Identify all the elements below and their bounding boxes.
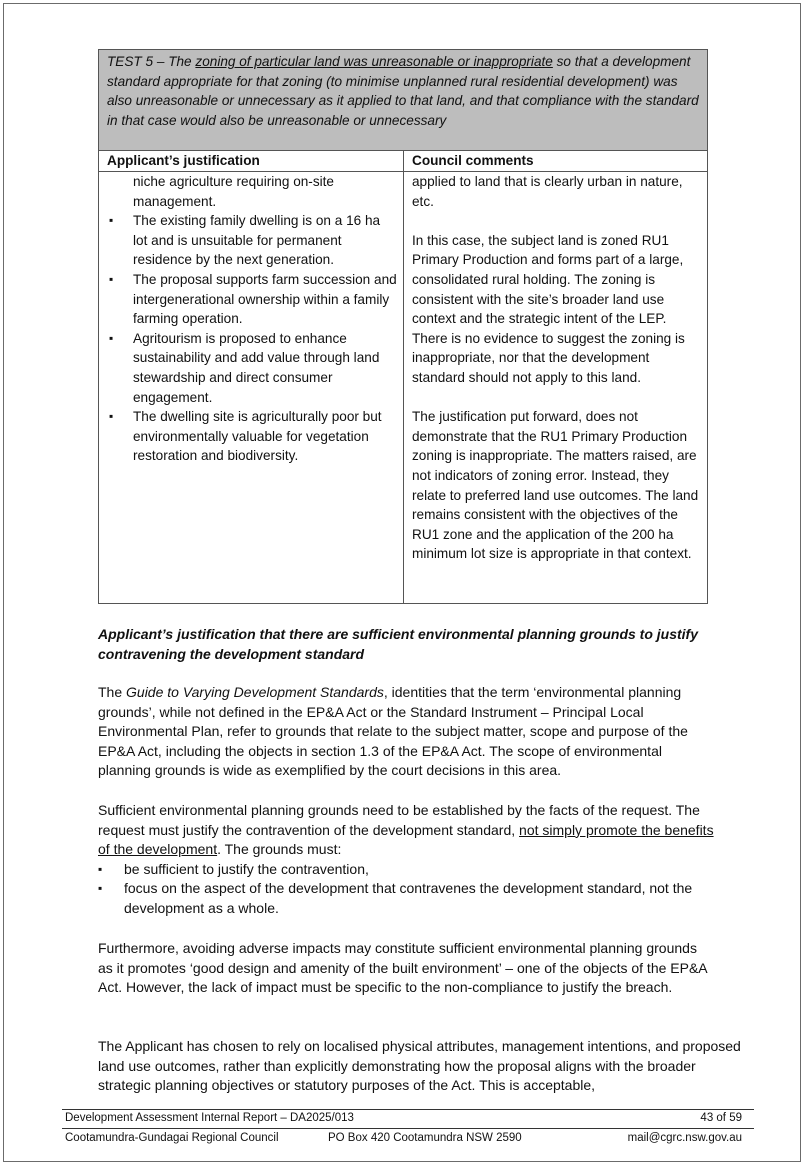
council-paragraph: applied to land that is clearly urban in nature, etc. bbox=[412, 174, 683, 209]
section-heading: Applicant’s justification that there are sufficient environmental planning grounds to justify contravening the development standard bbox=[98, 626, 698, 662]
para1-post: , identities that the term ‘environmental planning grounds’, while not defined in the EP&A Act or the Standard Instrument – Principal Local Environmental Plan, refer to grounds that relate to the subject matter, scope and purpose of the EP&A Act, including the objects in section 1.3 of the EP&A Act. The scope of environmental planning grounds is wide as exemplified by the court decisions in this area. bbox=[98, 684, 688, 779]
paragraph-grounds bbox=[98, 801, 720, 919]
applicant-cell bbox=[99, 172, 404, 603]
footer-page-number: 43 of 59 bbox=[700, 1112, 742, 1124]
test-header-rest: so that a development standard appropriate for that zoning (to minimise unplanned rural residential development) was also unreasonable or unnecessary as it applied to that land, and that compliance with the standard in that case would also be unreasonable or unnecessary bbox=[107, 54, 699, 128]
paragraph-guide bbox=[98, 683, 718, 781]
list-item: ▪ The dwelling site is agriculturally poor but environmentally valuable for vegetation restoration and biodiversity. bbox=[107, 407, 397, 466]
list-item: ▪ The existing family dwelling is on a 16 ha lot and is unsuitable for permanent residence by the next generation. bbox=[107, 211, 397, 270]
footer-email: mail@cgrc.nsw.gov.au bbox=[627, 1132, 742, 1144]
footer-report-title: Development Assessment Internal Report – DA2025/013 bbox=[65, 1112, 354, 1124]
para2-post: . The grounds must: bbox=[217, 841, 342, 858]
test-header-prefix: TEST 5 – The bbox=[107, 54, 196, 69]
applicant-continuation: niche agriculture requiring on-site management. bbox=[133, 174, 334, 209]
grounds-bullets bbox=[98, 860, 720, 919]
footer-divider bbox=[62, 1128, 754, 1129]
guide-title: Guide to Varying Development Standards bbox=[126, 684, 384, 700]
council-paragraph: The justification put forward, does not demonstrate that the RU1 Primary Production zoning is inappropriate. The matters raised, are not indicators of zoning error. Instead, they relate to preferred land use outcomes. The land remains consistent with the objectives of the RU1 zone and the application of the 200 ha minimum lot size is appropriate in that context. bbox=[412, 409, 699, 562]
table-body bbox=[99, 172, 707, 603]
council-cell bbox=[404, 172, 707, 603]
list-item: ▪ be sufficient to justify the contravention, bbox=[98, 860, 720, 880]
para1-pre: The bbox=[98, 684, 127, 700]
list-item: ▪ The proposal supports farm succession and intergenerational ownership within a family farming operation. bbox=[107, 270, 397, 329]
para2-underlined: not simply promote the benefits of the development bbox=[98, 821, 714, 858]
footer-divider bbox=[62, 1109, 754, 1110]
paragraph-applicant-approach: The Applicant has chosen to rely on localised physical attributes, management intentions, and proposed land use outcomes, rather than explicitly demonstrating how the proposal aligns with the broader strategic planning objectives or statutory purposes of the Act. This is acceptable, bbox=[98, 1038, 741, 1094]
column-headers bbox=[99, 151, 707, 172]
test-header bbox=[99, 50, 707, 151]
column-header-council: Council comments bbox=[412, 153, 534, 168]
footer-council-name: Cootamundra-Gundagai Regional Council bbox=[65, 1132, 279, 1144]
applicant-bullets bbox=[107, 211, 397, 466]
para2-pre: Sufficient environmental planning grounds need to be established by the facts of the request. The request must justify the contravention of the development standard, bbox=[98, 802, 700, 838]
council-paragraph: In this case, the subject land is zoned RU1 Primary Production and forms part of a large, consolidated rural holding. The zoning is consistent with the site’s broader land use context and the strategic intent of the LEP. There is no evidence to suggest the zoning is inappropriate, nor that the development standard should not apply to this land. bbox=[412, 232, 685, 385]
list-item: ▪ Agritourism is proposed to enhance sustainability and add value through land stewardship and direct consumer engagement. bbox=[107, 329, 397, 407]
test-5-table bbox=[98, 49, 708, 604]
paragraph-impacts: Furthermore, avoiding adverse impacts may constitute sufficient environmental planning grounds as it promotes ‘good design and amenity of the built environment’ – one of the objects of the EP&A Act. However, the lack of impact must be specific to the non-compliance to justify the breach. bbox=[98, 940, 707, 996]
column-header-applicant: Applicant’s justification bbox=[99, 151, 404, 171]
test-header-underlined: zoning of particular land was unreasonable or inappropriate bbox=[195, 54, 553, 69]
list-item: ▪ focus on the aspect of the development that contravenes the development standard, not the development as a whole. bbox=[98, 879, 720, 918]
footer-address: PO Box 420 Cootamundra NSW 2590 bbox=[328, 1132, 522, 1144]
